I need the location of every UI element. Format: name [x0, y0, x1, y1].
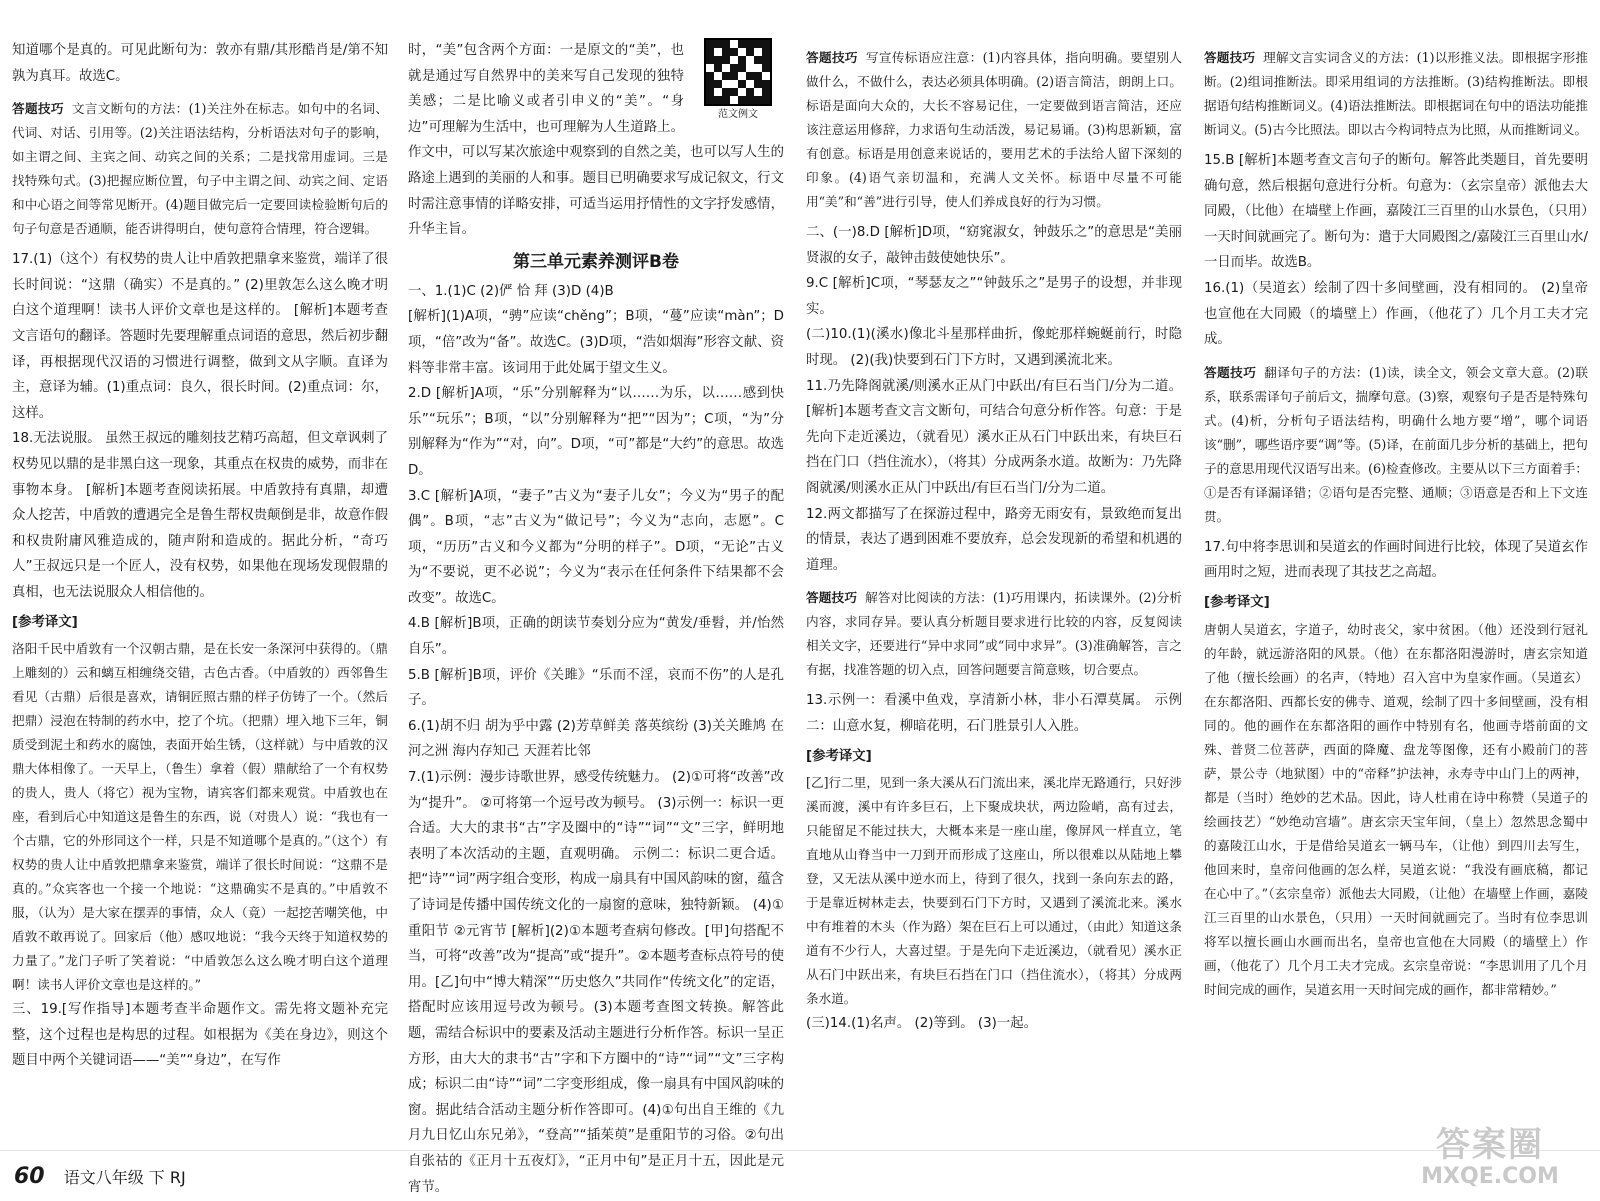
answer-19: 三、19.[写作指导]本题考查半命题作文。需先将文题补充完整，这个过程也是构思的过程。如根据为《美在身边》，则这个题目中两个关键词语——“美”“身边”，在写作	[12, 1002, 388, 1069]
answer-18: 18.无法说服。 虽然王叔远的雕刻技艺精巧高超，但文章讽刺了权势见以鼎的是非黑白这一现象，其重点在权贵的威势，而非在事物本身。 [解析]本题考查阅读拓展。中盾敦持有真鼎，却遭众人挖苦，中盾敦的遭遇完全是鲁生帮权贵颠倒是非，故意作假和权贵附庸风雅造成的，随声附和造成的。据此分析，“奇巧人”王叔远只是一个匠人，没有权势，如果他在现场发现假鼎的真相，也无法说服众人相信他的。	[12, 431, 388, 600]
answer-16-end: 知道哪个是真的。可见此断句为：敦亦有鼎/其形酷肖是/第不知孰为真耳。故选C。	[12, 43, 388, 84]
tips-heading: 答题技巧	[1204, 364, 1257, 380]
answer-17: 17.句中将李思训和吴道玄的作画时间进行比较，体现了吴道玄作画用时之短，进而表现了其技艺之高超。	[1204, 539, 1588, 581]
footer-divider	[0, 1150, 1600, 1151]
answer-3: 3.C [解析]A项，“妻子”古义为“妻子儿女”；今义为“男子的配偶”。B项，“志”古义为“做记号”；今义为“志向，志愿”。C项，“历历”古义和今义都为“分明的样子”。D项，“无论”古义为“不要说，更不必说”；今义为“表示在任何条件下结果都不会改变”。故选C。	[408, 488, 784, 606]
translation-label: [参考译文]	[12, 614, 78, 630]
translation-body: [乙]行二里，见到一条大溪从石门流出来，溪北岸无路通行，只好涉溪而渡，溪中有许多巨石，上下聚成块状，两边险峭，高有过去，只能留足不能过扶大，大概本来是一座山崖，像屏风一样直立，笔直地从山脊当中一刀到开而形成了这座山，所以很难以从陆地上攀登，又无法从溪中逆水而上，待到了很久，找到一条向东去的路，于是靠近树林走去，快要到石门下方时，又遇到了溪流北来。溪水中有堆着的木头（作为路）架在巨石上可以通过，（由此）知道这条道有不少行人，大喜过望。于是先向下走近溪边，（就看见）溪水正从石门中跃出来，有块巨石挡在门口（挡住流水），（将其）分成两条水道。	[806, 775, 1182, 1007]
tips-body: 解答对比阅读的方法：(1)巧用课内，拓读课外。(2)分析内容，求同存异。要认真分析题目要求进行比较的内容，反复阅读相关文字，还要进行“异中求同”或“同中求异”。(3)准确解答，言之有据，找准答题的切入点，回答问题要言简意赅，切合要点。	[806, 590, 1183, 678]
qr-caption: 范文例文	[718, 109, 758, 120]
qr-code[interactable]	[692, 38, 784, 130]
tips-body: 理解文言实词含义的方法：(1)以形推义法。即根据字形推断。(2)组词推断法。即采用组词的方法推断。(3)结构推断法。即根据语句结构推断词义。(4)语法推断法。即根据词在句中的语法功能推断词义。(5)古今比照法。即以古今构词特点为比照，从而推断词义。	[1204, 50, 1589, 137]
answer-12: 12.两文都描写了在探游过程中，路旁无雨安有，景致绝而复出的情景，表达了遇到困难不要放弃，总会发现新的希望和机遇的道理。	[806, 506, 1182, 573]
answer-1-analysis: [解析](1)A项，“骋”应读“chěng”；B项，“蔓”应读“màn”；D项，“倍”改为“备”。故选C。(3)D项，“浩如烟海”形容文献、资料等非常丰富。该词用于此处属于望文生义。	[408, 309, 784, 376]
translation-body: 唐朝人吴道玄，字道子，幼时丧父，家中贫困。（他）还没到行冠礼的年龄，就远游洛阳的风景。（他）在东都洛阳漫游时，唐玄宗知道了他（擅长绘画）的名声，（特地）召入宫中为皇家作画。（吴道玄）在东都洛阳、西都长安的佛寺、道观，绘制了四十多间壁画，没有相同的。他的画作在东都洛阳的画作中特别有名，他画寺塔前面的文殊、普贤二位菩萨，西面的降魔、盘龙等图像，还有小殿前门的菩萨，景公寺（地狱图）中的“帝释”护法神，永寿寺中山门上的两神，都是（当时）绝妙的艺术品。因此，诗人杜甫在诗中称赞（吴道子的绘画技艺）“妙绝动宫墙”。唐玄宗天宝年间，（皇上）忽然思念蜀中的嘉陵江山水，于是借给吴道玄一辆马车，（让他）到四川去写生，他回来时，皇帝问他画的怎么样，吴道玄说：“我没有画底稿，都记在心中了。”（玄宗皇帝）派他去大同殿，（让他）在墙壁上作画，嘉陵江三百里的山水景色，（只用）一天时间就画完了。当时有位李思训将军以擅长画山水画而出名，皇帝也宣他在大同殿（的墙壁上）作画，（他花了）几个月工夫才完成。玄宗皇帝说：“李思训用了几个月时间完成的画作，吴道玄用一天时间完成的画作，都非常精妙。”	[1204, 621, 1588, 997]
answer-10: (二)10.(1)(溪水)像北斗星那样曲折，像蛇那样蜿蜒前行，时隐时现。 (2)(我)快要到石门下方时，又遇到溪流北来。	[806, 327, 1182, 368]
translation-label: [参考译文]	[806, 748, 872, 764]
page-footer	[14, 1164, 186, 1189]
watermark-url: MXQE.COM	[1421, 1164, 1559, 1189]
tips-heading: 答题技巧	[1204, 50, 1256, 65]
tips-body: 翻译句子的方法：(1)读，读全文，领会文章大意。(2)联系，联系需译句子前后文，揣摩句意。(3)察，观察句子是否是特殊句式。(4)析，分析句子语法结构，明确什么地方要“增”，哪个词语该“删”，哪些语序要“调”等。(5)译，在前面几步分析的基础上，把句子的意思用现代汉语写出来。(6)检查修改。主要从以下三方面着手：①是否有译漏译错；②语句是否完整、通顺；③语意是否和上下文连贯。	[1204, 364, 1589, 524]
answer-9: 9.C [解析]C项，“琴瑟友之”“钟鼓乐之”是男子的设想，并非现实。	[806, 276, 1182, 317]
answer-4: 4.B [解析]B项，正确的朗读节奏划分应为“黄发/垂髫，并/怡然自乐”。	[408, 616, 784, 658]
translation-body: 洛阳千民中盾敦有一个汉朝古鼎，是在长安一条深河中获得的。（鼎上雕刻的）云和螭互相缠绕交错，古色古香。（中盾敦的）西邻鲁生看见（古鼎）后很是喜欢，请铜匠照古鼎的样子仿铸了一个。（然后把鼎）浸泡在特制的药水中，挖了个坑。（把鼎）埋入地下三年，铜质受到泥土和药水的腐蚀，表面开始生锈，（这样就）与中盾敦的汉鼎大体相像了。一天早上，（鲁生）拿着（假）鼎献给了一个有权势的贵人，贵人（将它）视为宝物，请宾客们都来观赏。中盾敦也在座，看到后心中知道这是鲁生的东西，说（对贵人）说：“我也有一个古鼎，它的外形同这个一样，只是不知道哪个是真的。”（这个）有权势的贵人让中盾敦把鼎拿来鉴赏，端详了很长时间说：“这鼎不是真的。”众宾客也一个接一个地说：“这鼎确实不是真的。”中盾敦不服，（认为）是大家在摆弄的事情，众人（竟）一起挖苦嘲笑他，中盾敦不敢再说了。回家后（他）感叹地说：“我今天终于知道权势的力量了。”龙门子听了笑着说：“中盾敦怎么这么晚才明白这个道理啊！读书人评价文章也是这样的。”	[12, 641, 388, 993]
answer-11: 11.乃先降阁就溪/则溪水正从门中跃出/有巨石当门/分为二道。 [解析]本题考查文言文断句，可结合句意分析作答。句意：于是先向下走近溪边，（就看见）溪水正从石门中跃出来，有块巨石挡在门口（挡住流水），（将其）分成两条水道。故断为：乃先降阁就溪/则溪水正从门中跃出/有巨石当门/分为二道。	[806, 378, 1182, 496]
answer-14: (三)14.(1)名声。 (2)等到。 (3)一起。	[806, 1016, 1038, 1032]
column-1	[12, 38, 388, 1150]
tips-body: 文言文断句的方法：(1)关注外在标志。如句中的名词、代词、对话、引用等。(2)关注语法结构，分析语法对句子的影响，如主谓之间、主宾之间、动宾之间的关系；二是找常用虚词。三是找特殊句式。(3)把握应断位置，句子中主谓之间、动宾之间、定语和中心语之间等常见断开。(4)题目做完后一定要回读检验断句后的句子句意是否通顺，能否讲得明白，使句意符合情理，符合逻辑。	[12, 101, 388, 237]
watermark	[1400, 1126, 1580, 1190]
answer-5: 5.B [解析]B项，评价《关雎》“乐而不淫，哀而不伤”的人是孔子。	[408, 667, 784, 709]
qr-code-icon	[704, 38, 772, 106]
column-3	[806, 38, 1182, 1150]
translation-label: [参考译文]	[1204, 594, 1270, 610]
answer-7: 7.(1)示例：漫步诗歌世界，感受传统魅力。 (2)①可将“改善”改为“提升”。 ②可将第一个逗号改为顿号。 (3)示例一：标识一更合适。大大的隶书“古”字及圈中的“诗”“词”“文”三字，鲜明地表明了本次活动的主题，直观明确。 示例二：标识二更合适。把“诗”“词”两字组合变形，构成一扇具有中国风韵味的窗，蕴含了诗词是传播中国传统文化的一扇窗的意味，独特新颖。 (4)①重阳节 ②元宵节 [解析](2)①本题考查病句修改。[甲]句搭配不当，可将“改善”改为“提高”或“提升”。②本题考查标点符号的使用。[乙]句中“博大精深”“历史悠久”共同作“传统文化”的定语，搭配时应该用逗号改为顿号。(3)本题考查图文转换。解答此题，需结合标识中的要素及活动主题进行分析作答。标识一呈正方形，由大大的隶书“古”字和下方圈中的“诗”“词”“文”三字构成；标识二由“诗”“词”二字变形组成，像一扇具有中国风韵味的窗。据此结合活动主题分析作答即可。(4)①句出自王维的《九月九日忆山东兄弟》，“登高”“插茱萸”是重阳节的习俗。②句出自张祜的《正月十五夜灯》，“正月中旬”是正月十五，因此是元宵节。	[408, 770, 784, 1195]
page-number: 60	[14, 1164, 45, 1189]
answer-16: 16.(1)（吴道玄）绘制了四十多间壁画，没有相同的。 (2)皇帝也宣他在大同殿（的墙壁上）作画，（他花了）几个月工夫才完成。	[1204, 280, 1588, 348]
tips-box	[806, 586, 1182, 682]
tips-box	[12, 97, 388, 241]
answer-13: 13.示例一：看溪中鱼戏，享清新小林，非小石潭莫属。 示例二：山意水复，柳暗花明，石门胜景引人入胜。	[806, 693, 1182, 734]
tips-heading: 答题技巧	[806, 590, 858, 606]
answer-1: 一、1.(1)C (2)俨 恰 拜 (3)D (4)B	[408, 283, 614, 299]
subject-label: 语文八年级 下 RJ	[63, 1168, 186, 1187]
answer-6: 6.(1)胡不归 胡为乎中露 (2)芳草鲜美 落英缤纷 (3)关关雎鸠 在河之洲 海内存知己 天涯若比邻	[408, 718, 784, 760]
column-2	[408, 38, 784, 1195]
answer-19-cont: 时，“美”包含两个方面：一是原文的“美”，也就是通过写自然界中的美来写自己发现的独特美感；二是比喻义或者引申义的“美”。“身边”可理解为生活中，也可理解为人生道路上。作文中，可以写某次旅途中观察到的自然之美，也可以写人生的路途上遇到的美丽的人和事。题目已明确要求写成记叙文，行文时需注意事情的详略安排，可适当运用抒情性的文字抒发感情，升华主旨。	[408, 43, 784, 238]
answer-17: 17.(1)（这个）有权势的贵人让中盾敦把鼎拿来鉴赏，端详了很长时间说：“这鼎（确实）不是真的。” (2)里敦怎么这么晚才明白这个道理啊！读书人评价文章也是这样的。 [解析]本题考查文言语句的翻译。答题时先要理解重点词语的意思，然后初步翻译，再根据现代汉语的习惯进行调整，做到文从字顺。直译为主，意译为辅。(1)重点词：良久，很长时间。(2)重点词：尔，这样。	[12, 252, 388, 421]
unit-title: 第三单元素养测评B卷	[513, 251, 679, 272]
tips-body: 写宣传标语应注意：(1)内容具体，指向明确。要望别人做什么，不做什么，表达必须具体明确。(2)语言简洁，朗朗上口。标语是面向大众的，大长不容易记住，一定要做到语言简洁，还应该注意运用修辞，力求语句生动活泼，易记易诵。(3)构思新颖，富有创意。标语是用创意来说话的，要用艺术的手法给人留下深刻的印象。(4)语气亲切温和，充满人文关怀。标语中尽量不可能用“美”和“善”进行引导，使人们养成良好的行为习惯。	[806, 50, 1182, 209]
tips-heading: 答题技巧	[806, 50, 858, 65]
watermark-logo: 答案圈	[1436, 1125, 1544, 1165]
answer-15: 15.B [解析]本题考查文言句子的断句。解答此类题目，首先要明确句意，然后根据句意进行分析。句意为：（玄宗皇帝）派他去大同殿，（比他）在墙壁上作画，嘉陵江三百里的山水景色，（只用）一天时间就画完了。断句为：遣于大同殿图之/嘉陵江三百里山水/一日而毕。故选B。	[1204, 153, 1588, 271]
answer-2: 2.D [解析]A项，“乐”分别解释为“以……为乐，以……感到快乐”“玩乐”；B项，“以”分别解释为“把”“因为”；C项，“为”分别解释为“作为”“对，向”。D项，“可”都是“大约”的意思。故选D。	[408, 386, 784, 478]
tips-box	[806, 46, 1182, 214]
column-4	[1204, 38, 1588, 1150]
tips-box	[1204, 361, 1588, 529]
tips-heading: 答题技巧	[12, 101, 64, 117]
tips-box	[1204, 46, 1588, 142]
answer-8: 二、(一)8.D [解析]D项，“窈窕淑女，钟鼓乐之”的意思是“美丽贤淑的女子，敲钟击鼓使她快乐”。	[806, 225, 1182, 266]
